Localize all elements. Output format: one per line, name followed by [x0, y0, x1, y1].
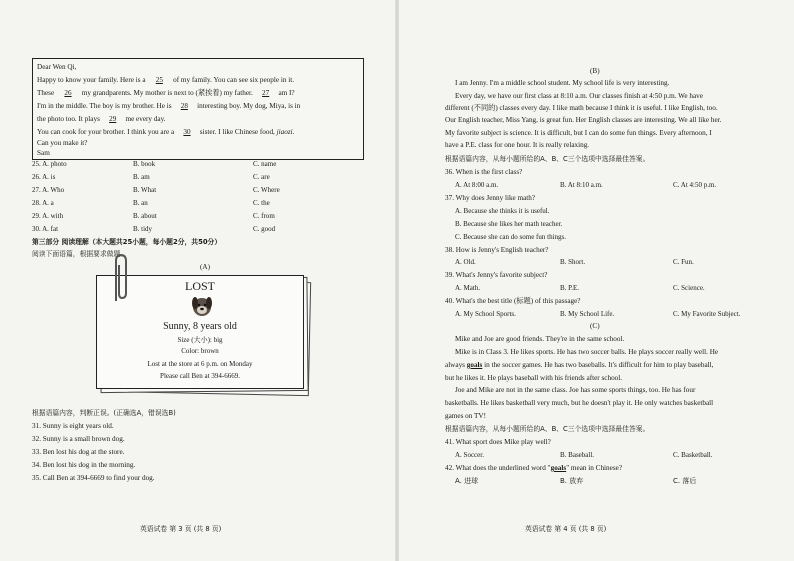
poster-size: Size (大小): big [177, 336, 223, 344]
cloze-27-c: C. Where [253, 186, 280, 194]
q38-option-b: B. Short. [560, 258, 586, 266]
section3-title: 第三部分 阅读理解（本大题共25小题，每小题2分，共50分） [32, 238, 222, 246]
q37-option-b: B. Because she likes her math teacher. [455, 220, 563, 228]
cloze-28-c: C. the [253, 199, 270, 207]
poster-lost-info: Lost at the store at 6 p.m. on Monday [147, 360, 253, 368]
passage-c-line-6: basketballs. He likes basketball very much, but he doesn't play it. He only watches basketball [445, 399, 714, 407]
cloze-28-b: B. an [133, 199, 148, 207]
underlined-word-goals: goals [466, 361, 483, 369]
section3-instructions: 阅读下面语篇，根据要求做题。 [32, 250, 128, 258]
right-page [397, 0, 794, 561]
q40-option-c: C. My Favorite Subject. [673, 310, 741, 318]
page-footer-left: 英语试卷 第 3 页 (共 8 页) [140, 525, 222, 533]
q39-option-a: A. Math. [455, 284, 481, 292]
passage-c-line-2: Mike is in Class 3. He likes sports. He has two soccer balls. He plays soccer really well. He [455, 348, 719, 356]
letter-box [32, 58, 364, 160]
passage-a-label: (A) [200, 263, 210, 271]
cloze-30-b: B. tidy [133, 225, 153, 233]
passage-b-line-6: have a P.E. class for one hour. It is really relaxing. [445, 141, 590, 149]
poster-color: Color: brown [181, 347, 219, 355]
cloze-29-a: 29. A. with [32, 212, 64, 220]
blank-28: 28 [180, 102, 188, 110]
cloze-25-c: C. name [253, 160, 277, 168]
letter-line-4: the photo too. It plays 29 me every day. [37, 115, 166, 123]
q41-option-b: B. Baseball. [560, 451, 595, 459]
q42-option-a: A. 进球 [455, 477, 479, 485]
passage-c-line-4: but he likes it. He plays baseball with his friends after school. [445, 374, 623, 382]
q36-option-c: C. At 4:50 p.m. [673, 181, 717, 189]
tf-question-35: 35. Call Ben at 394-6669 to find your dog. [32, 474, 155, 482]
tf-question-32: 32. Sunny is a small brown dog. [32, 435, 125, 443]
question-41: 41. What sport does Mike play well? [445, 438, 551, 446]
question-36: 36. When is the first class? [445, 168, 523, 176]
q37-option-a: A. Because she thinks it is useful. [455, 207, 550, 215]
cloze-25-b: B. book [133, 160, 156, 168]
blank-30: 30 [183, 128, 191, 136]
cloze-27-a: 27. A. Who [32, 186, 65, 194]
passage-c-line-5: Joe and Mike are not in the same class. Joe has some sports things, too. He has four [455, 386, 696, 394]
cloze-25-a: 25. A. photo [32, 160, 67, 168]
letter-line-6: Can you make it? [37, 139, 88, 147]
letter-line-5: You can cook for your brother. I think you are a 30 sister. I like Chinese food, jiaozi. [37, 128, 295, 136]
question-38: 38. How is Jenny's English teacher? [445, 246, 549, 254]
blank-29: 29 [109, 115, 117, 123]
passage-b-line-1: I am Jenny. I'm a middle school student. My school life is very interesting. [455, 79, 670, 87]
passage-b-label: (B) [590, 67, 600, 75]
letter-line-1: Happy to know your family. Here is a 25 of my family. You can see six people in it. [37, 76, 295, 84]
cloze-27-b: B. What [133, 186, 157, 194]
poster-call-info: Please call Ben at 394-6669. [160, 372, 240, 380]
q37-option-c: C. Because she can do some fun things. [455, 233, 567, 241]
question-37: 37. Why does Jenny like math? [445, 194, 536, 202]
q39-option-c: C. Science. [673, 284, 705, 292]
blank-25: 25 [155, 76, 163, 84]
q38-option-c: C. Fun. [673, 258, 694, 266]
cloze-30-a: 30. A. fat [32, 225, 59, 233]
letter-greeting: Dear Wen Qi, [37, 63, 77, 71]
passage-b-line-3: different (不同的) classes every day. I like math because I think it is useful. I like English, too. [445, 104, 718, 112]
cloze-28-a: 28. A. a [32, 199, 54, 207]
letter-line-3: I'm in the middle. The boy is my brother. He is 28 interesting boy. My dog, Miya, is in [37, 102, 301, 110]
tf-question-34: 34. Ben lost his dog in the morning. [32, 461, 136, 469]
cloze-29-c: C. from [253, 212, 275, 220]
choose-instructions-c: 根据语篇内容，从每小题所给的A、B、C三个选项中选择最佳答案。 [445, 425, 650, 433]
tf-question-31: 31. Sunny is eight years old. [32, 422, 114, 430]
blank-26: 26 [64, 89, 72, 97]
letter-line-2: These 26 my grandparents. My mother is next to (紧挨着) my father. 27 am I? [37, 89, 295, 97]
cloze-26-a: 26. A. is [32, 173, 56, 181]
q42-option-b: B. 放弃 [560, 477, 584, 485]
page-footer-right: 英语试卷 第 4 页 (共 8 页) [525, 525, 607, 533]
q41-option-a: A. Soccer. [455, 451, 484, 459]
letter-signature: Sam [37, 149, 50, 157]
cloze-29-b: B. about [133, 212, 157, 220]
passage-b-line-2: Every day, we have our first class at 8:10 a.m. Our classes finish at 4:50 p.m. We have [455, 92, 703, 100]
q42-option-c: C. 落后 [673, 477, 697, 485]
q39-option-b: B. P.E. [560, 284, 580, 292]
passage-b-line-4: Our English teacher, Miss Yang, is great fun. Her English classes are interesting. We all like her. [445, 116, 722, 124]
question-39: 39. What's Jenny's favorite subject? [445, 271, 548, 279]
passage-c-line-3: always goals in the soccer games. He has two baseballs. It's difficult for him to play baseball, [445, 361, 714, 369]
passage-b-line-5: My favorite subject is science. It is difficult, but I can do some fun things. Every afternoon, I [445, 129, 712, 137]
question-42: 42. What does the underlined word "goals" mean in Chinese? [445, 464, 623, 472]
q40-option-a: A. My School Sports. [455, 310, 516, 318]
cloze-26-c: C. are [253, 173, 270, 181]
tf-question-33: 33. Ben lost his dog at the store. [32, 448, 125, 456]
q38-option-a: A. Old. [455, 258, 476, 266]
poster-title: LOST [185, 279, 215, 293]
dog-icon [189, 294, 215, 318]
q40-option-b: B. My School Life. [560, 310, 615, 318]
blank-27: 27 [262, 89, 270, 97]
cloze-26-b: B. am [133, 173, 150, 181]
passage-c-line-1: Mike and Joe are good friends. They're in the same school. [455, 335, 625, 343]
q36-option-a: A. At 8:00 a.m. [455, 181, 499, 189]
true-false-instructions: 根据语篇内容，判断正误。(正确选A，错误选B) [32, 409, 176, 417]
q41-option-c: C. Basketball. [673, 451, 713, 459]
poster-dog-name: Sunny, 8 years old [163, 321, 237, 332]
paperclip-icon [110, 253, 132, 305]
q36-option-b: B. At 8:10 a.m. [560, 181, 603, 189]
cloze-30-c: C. good [253, 225, 276, 233]
passage-c-line-7: games on TV! [445, 412, 486, 420]
choose-instructions-b: 根据语篇内容，从每小题所给的A、B、C三个选项中选择最佳答案。 [445, 155, 650, 163]
passage-c-label: (C) [590, 322, 600, 330]
question-40: 40. What's the best title (标题) of this passage? [445, 297, 581, 305]
